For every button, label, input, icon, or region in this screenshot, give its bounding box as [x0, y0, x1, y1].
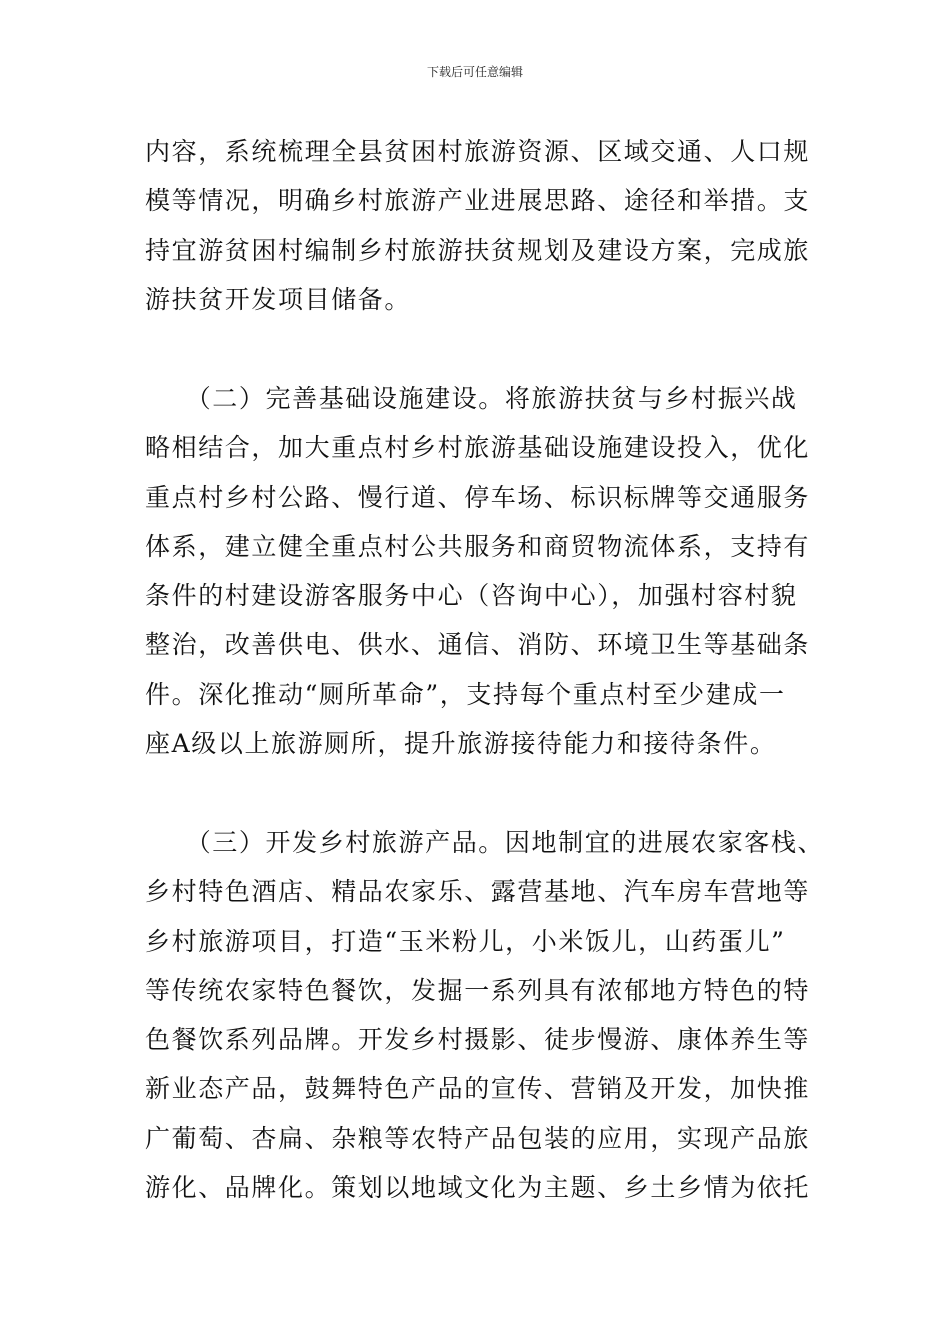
paragraph-line: 体系，建立健全重点村公共服务和商贸物流体系，支持有: [145, 531, 811, 561]
paragraph-3: [145, 818, 825, 1212]
paragraph-line: 持宜游贫困村编制乡村旅游扶贫规划及建设方案，完成旅: [145, 235, 811, 265]
paragraph-line: 乡村旅游项目，打造“玉米粉儿，小米饭儿，山药蛋儿”: [145, 926, 786, 956]
paragraph-line: 座A级以上旅游厕所，提升旅游接待能力和接待条件。: [145, 729, 777, 759]
paragraph-line: 新业态产品，鼓舞特色产品的宣传、营销及开发，加快推: [145, 1074, 811, 1104]
paragraph-line: 游化、品牌化。策划以地域文化为主题、乡土乡情为依托: [145, 1173, 811, 1203]
paragraph-line: 内容，系统梳理全县贫困村旅游资源、区域交通、人口规: [145, 137, 811, 166]
paragraph-line: 乡村特色酒店、精品农家乐、露营基地、汽车房车营地等: [145, 877, 811, 907]
paragraph-line: 整治，改善供电、供水、通信、消防、环境卫生等基础条: [145, 630, 811, 660]
paragraph-line: 色餐饮系列品牌。开发乡村摄影、徒步慢游、康体养生等: [145, 1025, 811, 1055]
paragraph-2: [145, 374, 825, 768]
paragraph-line: （二）完善基础设施建设。将旅游扶贫与乡村振兴战: [145, 384, 798, 413]
paragraph-1: [145, 127, 825, 324]
page-header: 下载后可任意编辑: [426, 65, 523, 79]
paragraph-line: 重点村乡村公路、慢行道、停车场、标识标牌等交通服务: [145, 482, 811, 512]
paragraph-line: 略相结合，加大重点村乡村旅游基础设施建设投入，优化: [145, 433, 811, 463]
paragraph-line: 等传统农家特色餐饮，发掘一系列具有浓郁地方特色的特: [145, 975, 811, 1005]
paragraph-line: 条件的村建设游客服务中心（咨询中心），加强村容村貌: [145, 581, 798, 611]
paragraph-line: 模等情况，明确乡村旅游产业进展思路、途径和举措。支: [145, 186, 811, 216]
paragraph-line: 游扶贫开发项目储备。: [145, 284, 412, 314]
paragraph-line: 件。深化推动“厕所革命”，支持每个重点村至少建成一: [145, 679, 786, 709]
paragraph-line: （三）开发乡村旅游产品。因地制宜的进展农家客栈、: [145, 828, 825, 857]
paragraph-line: 广葡萄、杏扁、杂粮等农特产品包装的应用，实现产品旅: [145, 1123, 811, 1153]
